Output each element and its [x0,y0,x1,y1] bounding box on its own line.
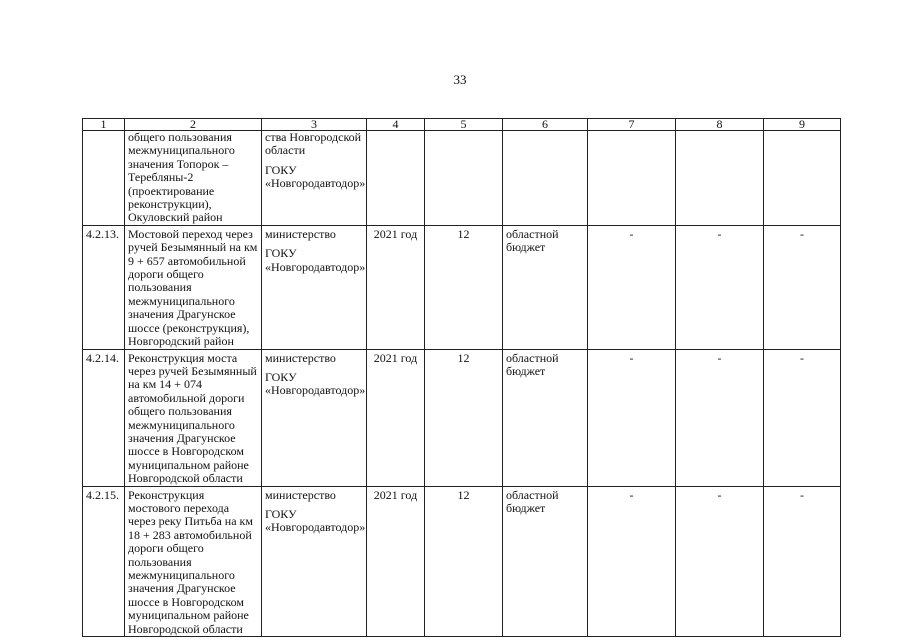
page-number: 33 [453,72,467,87]
column-9-cell: - [764,486,841,636]
column-header: 7 [588,119,676,131]
column-7-cell: - [588,349,676,486]
year-cell [367,131,425,226]
measure-name: Реконструкция мостового перехода через реку Питьба на км 18 + 283 автомобильной дороги общего пользования межмуниципального значения Драгунское шоссе в Новгородском муниципальном районе Новгородской области [125,486,262,636]
measure-name: общего пользования межмуниципального значения Топорок – Теребляны-2 (проектирование реконструкции), Окуловский район [125,131,262,226]
executor-line: министерство [265,350,336,365]
column-5-cell: 12 [425,349,503,486]
executor-line: ГОКУ «Новгородавтодор» [265,246,366,274]
table-row [83,225,841,349]
table-row-continuation [83,131,841,226]
column-header: 1 [83,119,125,131]
column-header: 5 [425,119,503,131]
row-number: 4.2.13. [83,225,125,349]
table-row [83,486,841,636]
year-cell: 2021 год [367,349,425,486]
column-8-cell: - [676,349,764,486]
executor-cell [262,225,367,349]
year-cell: 2021 год [367,486,425,636]
header-row [83,119,841,131]
column-8-cell [676,131,764,226]
column-header: 4 [367,119,425,131]
measure-name: Мостовой переход через ручей Безымянный на км 9 + 657 автомобильной дороги общего пользования межмуниципального значения Драгунское шоссе (реконструкция), Новгородский район [125,225,262,349]
column-5-cell: 12 [425,486,503,636]
column-header: 2 [125,119,262,131]
column-8-cell: - [676,225,764,349]
column-9-cell: - [764,349,841,486]
column-7-cell: - [588,225,676,349]
table-row [83,349,841,486]
column-header: 9 [764,119,841,131]
column-8-cell: - [676,486,764,636]
row-number [83,131,125,226]
year-cell: 2021 год [367,225,425,349]
column-9-cell: - [764,225,841,349]
funding-source-cell: областной бюджет [503,349,588,486]
program-table [82,118,841,637]
executor-line: ГОКУ «Новгородавтодор» [265,369,366,398]
executor-line: министерство [265,226,336,241]
column-header: 3 [262,119,367,131]
funding-source-cell: областной бюджет [503,486,588,636]
measure-name: Реконструкция моста через ручей Безымянный на км 14 + 074 автомобильной дороги общего пользования межмуниципального значения Драгунское шоссе в Новгородском муниципальном районе Новгородской области [125,349,262,486]
column-5-cell [425,131,503,226]
column-header: 8 [676,119,764,131]
executor-line: ства Новгородской области [265,130,362,158]
executor-line: министерство [265,487,336,502]
column-7-cell: - [588,486,676,636]
funding-source-cell: областной бюджет [503,225,588,349]
executor-cell [262,131,367,226]
row-number: 4.2.15. [83,486,125,636]
executor-line: ГОКУ «Новгородавтодор» [265,506,366,535]
funding-source-cell [503,131,588,226]
executor-cell [262,349,367,486]
executor-cell [262,486,367,636]
column-7-cell [588,131,676,226]
column-5-cell: 12 [425,225,503,349]
executor-line: ГОКУ «Новгородавтодор» [265,162,366,191]
column-header: 6 [503,119,588,131]
column-9-cell [764,131,841,226]
row-number: 4.2.14. [83,349,125,486]
